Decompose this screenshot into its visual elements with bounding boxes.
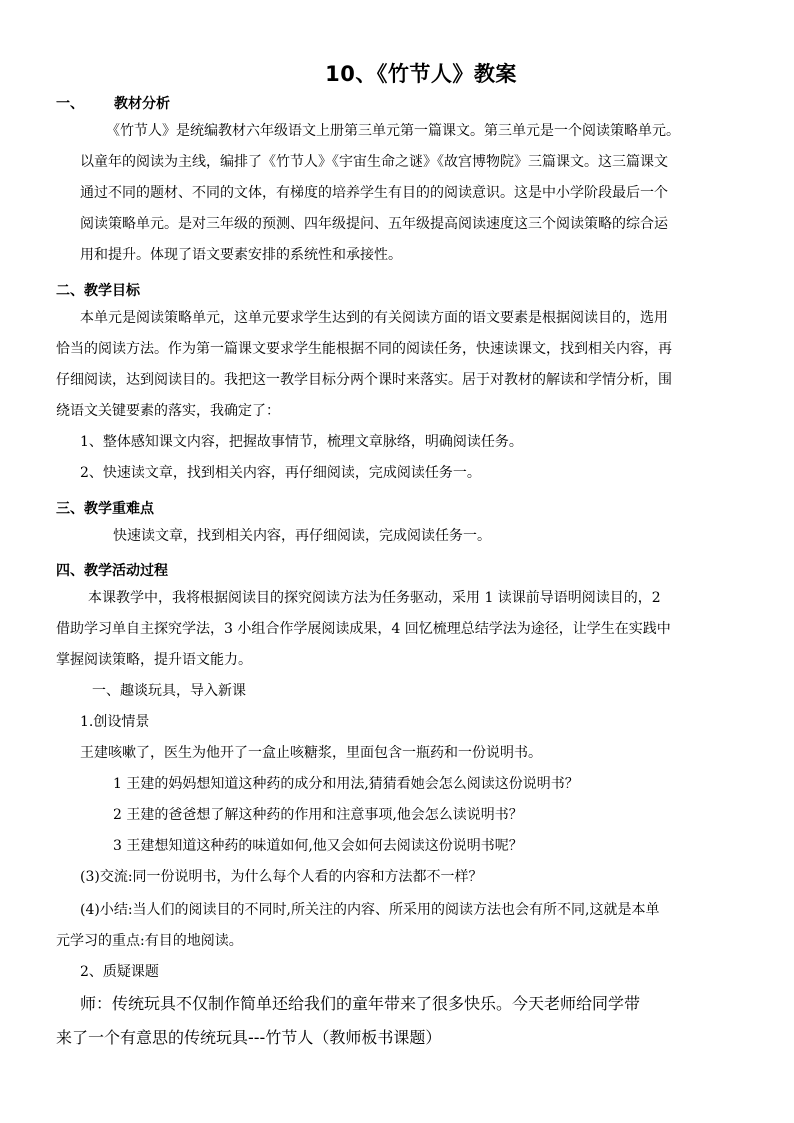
paragraph-line: 阅读策略单元。是对三年级的预测、四年级提问、五年级提高阅读速度这三个阅读策略的综合运 (80, 216, 668, 232)
question-item: 3 王建想知道这种药的味道如何,他又会如何去阅读这份说明书呢？ (113, 838, 523, 854)
paragraph-line: 元学习的重点:有目的地阅读。 (56, 933, 243, 949)
question-item: 2 王建的爸爸想了解这种药的作用和注意事项,他会怎么读说明书？ (113, 807, 523, 823)
section-heading-key-points: 三、教学重难点 (56, 501, 154, 517)
paragraph-line: 《竹节人》是统编教材六年级语文上册第三单元第一篇课文。第三单元是一个阅读策略单元。 (106, 123, 680, 139)
paragraph-line: 快速读文章，找到相关内容，再仔细阅读，完成阅读任务一。 (113, 528, 491, 544)
paragraph-line: 王建咳嗽了，医生为他开了一盒止咳糖浆，里面包含一瓶药和一份说明书。 (80, 745, 542, 761)
paragraph-line: 本课教学中，我将根据阅读目的探究阅读方法为任务驱动，采用 1 读课前导语明阅读目的，2 (88, 590, 661, 606)
goal-item: 1、整体感知课文内容，把握故事情节，梳理文章脉络，明确阅读任务。 (80, 434, 523, 450)
paragraph-line: 通过不同的题材、不同的文体，有梯度的培养学生有目的的阅读意识。这是中小学阶段最后一个 (80, 185, 668, 201)
goal-item: 2、快速读文章，找到相关内容，再仔细阅读，完成阅读任务一。 (80, 465, 481, 481)
paragraph-line: 恰当的阅读方法。作为第一篇课文要求学生能根据不同的阅读任务，快速读课文，找到相关内容，再 (56, 341, 672, 357)
section-heading-materials: 一、 教材分析 (56, 96, 170, 112)
paragraph-line: 以童年的阅读为主线，编排了《竹节人》《宇宙生命之谜》《故宫博物院》三篇课文。这三篇课文 (80, 154, 668, 170)
document-title: 10、《竹节人》教案 (325, 62, 517, 86)
paragraph-line: 来了一个有意思的传统玩具---竹节人（教师板书课题） (56, 1028, 442, 1047)
subheading: 一、趣谈玩具，导入新课 (92, 683, 246, 699)
subheading: 1.创设情景 (80, 714, 150, 730)
paragraph-line: (3)交流:同一份说明书，为什么每个人看的内容和方法都不一样？ (80, 869, 483, 885)
paragraph-line: 借助学习单自主探究学法，3 小组合作学展阅读成果，4 回忆梳理总结学法为途径，让学生在实践中 (56, 621, 671, 637)
section-heading-process: 四、教学活动过程 (56, 563, 168, 579)
paragraph-line: (4)小结:当人们的阅读目的不同时,所关注的内容、所采用的阅读方法也会有所不同,这就是本单 (80, 902, 660, 918)
paragraph-line: 用和提升。体现了语文要素安排的系统性和承接性。 (80, 247, 402, 263)
paragraph-line: 绕语文关键要素的落实，我确定了： (56, 403, 280, 419)
paragraph-line: 掌握阅读策略，提升语文能力。 (56, 652, 252, 668)
paragraph-line: 师：传统玩具不仅制作简单还给我们的童年带来了很多快乐。今天老师给同学带 (80, 994, 641, 1013)
section-heading-goals: 二、教学目标 (56, 283, 140, 299)
paragraph-line: 本单元是阅读策略单元，这单元要求学生达到的有关阅读方面的语文要素是根据阅读目的，选用 (80, 310, 668, 326)
subheading: 2、质疑课题 (80, 964, 159, 980)
question-item: 1 王建的妈妈想知道这种药的成分和用法,猜猜看她会怎么阅读这份说明书？ (113, 776, 579, 792)
paragraph-line: 仔细阅读，达到阅读目的。我把这一教学目标分两个课时来落实。居于对教材的解读和学情分析，围 (56, 372, 672, 388)
